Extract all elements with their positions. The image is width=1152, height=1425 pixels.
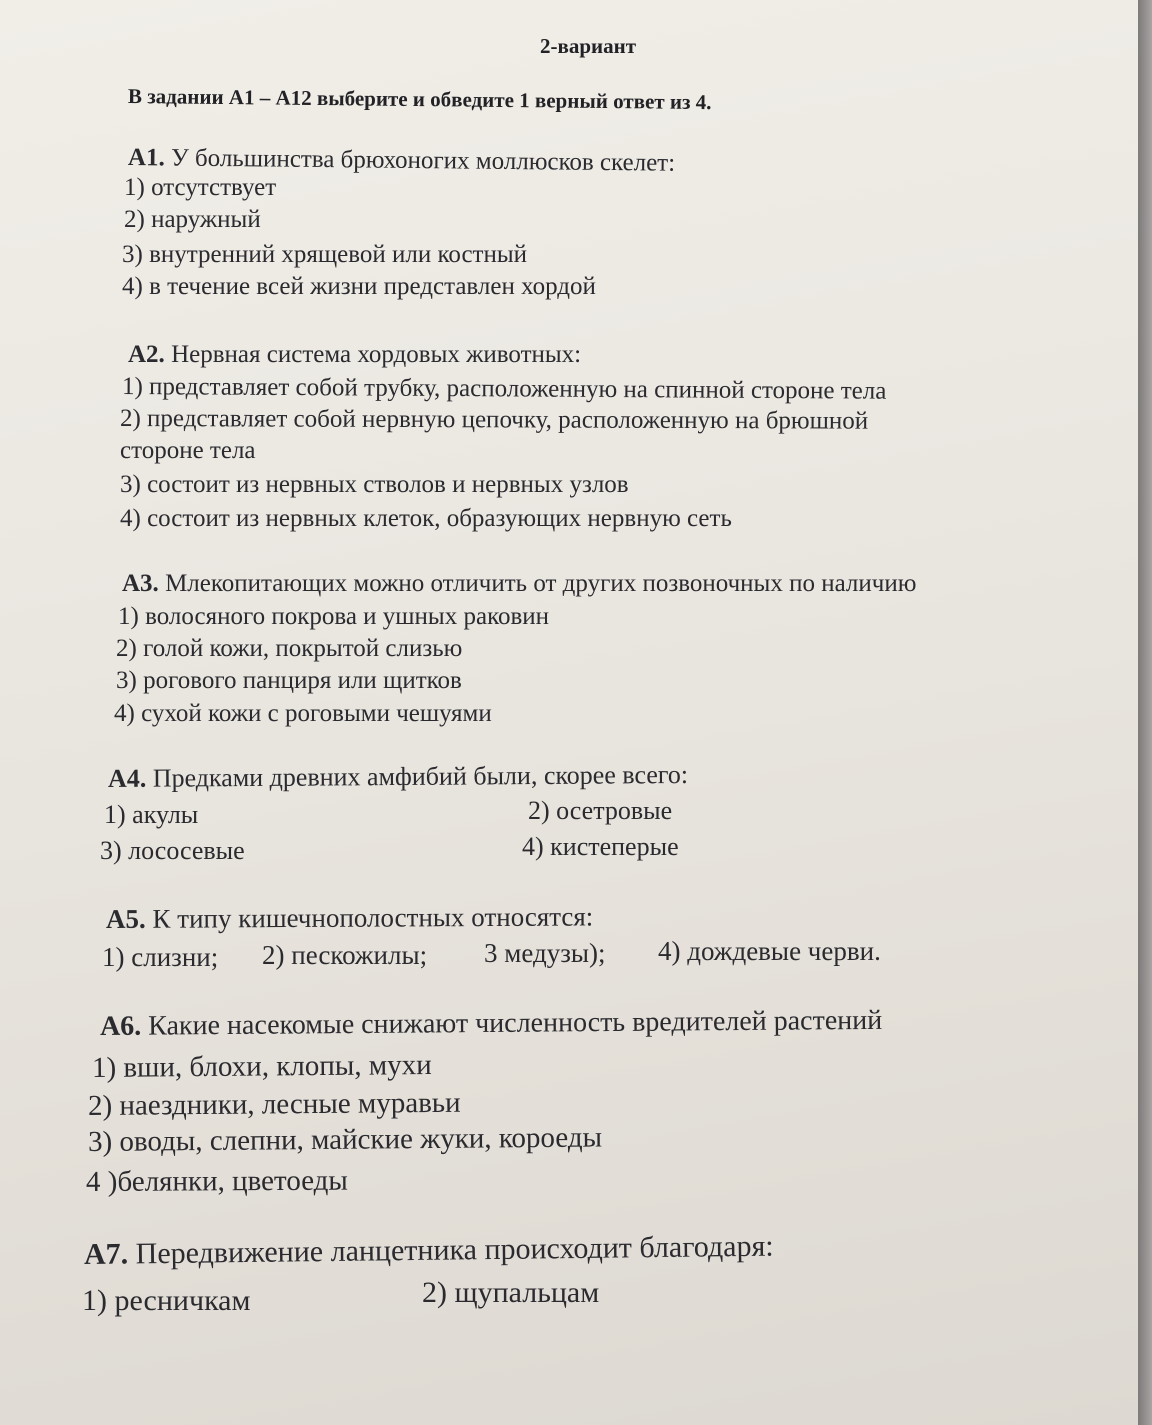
answer-option: 4) состоит из нервных клеток, образующих нервную сеть (120, 505, 732, 532)
question-stem: Передвижение ланцетника происходит благодаря: (135, 1229, 774, 1271)
answer-option: 2) щупальцам (422, 1276, 600, 1309)
answer-option: 1) вши, блохи, клопы, мухи (91, 1049, 432, 1084)
question-stem: Какие насекомые снижают численность вредителей растений (148, 1004, 883, 1042)
variant-title: 2-вариант (540, 34, 637, 58)
question-text (107, 759, 689, 793)
answer-option: 2) представляет собой нервную цепочку, расположенную на брюшной (119, 405, 869, 435)
question-label: А4. (107, 763, 147, 793)
question-stem: Млекопитающих можно отличить от других позвоночных по наличию (165, 570, 917, 597)
question-text (122, 571, 916, 596)
answer-option: 4 )белянки, цветоеды (85, 1164, 348, 1198)
answer-option: 4) в течение всей жизни представлен хордой (122, 273, 596, 300)
answer-option: 3) состоит из нервных стволов и нервных узлов (120, 471, 629, 498)
answer-option: 3) лососевые (100, 836, 245, 865)
question-label: А3. (122, 570, 159, 597)
background-edge (1138, 0, 1152, 1425)
question-text (128, 342, 581, 367)
question-label: А7. (83, 1237, 129, 1271)
question-text (128, 145, 675, 176)
answer-option: 3 медузы); (484, 938, 606, 968)
answer-option: 2) наружный (124, 206, 261, 233)
answer-option: 3) рогового панциря или щитков (116, 667, 462, 694)
answer-option: стороне тела (120, 437, 256, 464)
question-stem: Предками древних амфибий были, скорее всего: (152, 759, 689, 793)
question-label: А6. (99, 1010, 142, 1042)
answer-option: 2) осетровые (528, 796, 673, 825)
question-stem: Нервная система хордовых животных: (171, 341, 582, 368)
answer-option: 1) акулы (104, 800, 199, 829)
answer-option: 2) пескожилы; (262, 940, 428, 970)
question-label: А2. (128, 341, 165, 368)
answer-option: 3) внутренний хрящевой или костный (122, 241, 528, 268)
answer-option: 1) волосяного покрова и ушных раковин (118, 603, 550, 630)
answer-option: 4) сухой кожи с роговыми чешуями (114, 700, 492, 727)
answer-option: 4) дождевые черви. (658, 936, 881, 966)
question-stem: К типу кишечнополостных относятся: (152, 901, 594, 934)
question-text (99, 1004, 883, 1042)
question-label: А1. (127, 144, 165, 172)
question-stem: У большинства брюхоногих моллюсков скелет: (170, 144, 676, 177)
answer-option: 3) оводы, слепни, майские жуки, короеды (87, 1121, 603, 1158)
instruction: В задании А1 – А12 выберите и обведите 1 верный ответ из 4. (127, 84, 712, 115)
answer-option: 2) голой кожи, покрытой слизью (116, 635, 463, 662)
question-label: А5. (105, 903, 146, 934)
answer-option: 1) отсутствует (124, 174, 277, 201)
answer-option: 1) ресничкам (82, 1284, 251, 1317)
question-text (106, 903, 593, 933)
answer-option: 2) наездники, лесные муравьи (87, 1086, 461, 1122)
answer-option: 4) кистеперые (522, 832, 679, 861)
answer-option: 1) представляет собой трубку, расположенную на спинной стороне тела (121, 373, 887, 405)
question-text (83, 1229, 774, 1271)
answer-option: 1) слизни; (102, 942, 219, 972)
